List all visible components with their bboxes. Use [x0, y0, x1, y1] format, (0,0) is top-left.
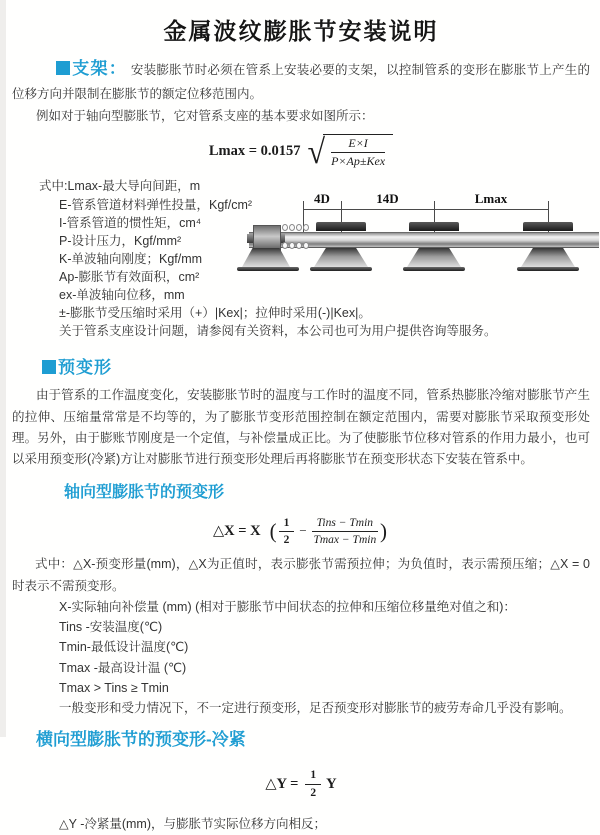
radical-sign: √ [307, 131, 326, 171]
fraction-denominator: 2 [283, 533, 290, 546]
axial-line: 一般变形和受力情况下，不一定进行预变形，足否预变形对膨胀节的疲劳寿命几乎没有影响。 [59, 701, 572, 716]
axial-line: Tmin-最低设计温度(℃) [59, 640, 189, 655]
dim-label-lmax: Lmax [474, 191, 508, 206]
lateral-preform-formula [12, 768, 590, 800]
support-pedestal [521, 248, 575, 267]
fraction-numerator: 1 [305, 768, 321, 784]
definition-line: Ap-膨胀节有效面积，cm² [59, 270, 200, 285]
support-intro-text: 安装膨胀节时必须在管系上安装必要的支架，以控制管系的变形在膨胀节上产生的位移方向并限制在膨胀节的额定位移范围内。 [12, 63, 591, 101]
support-pedestal [407, 248, 461, 267]
support-clamp [409, 222, 459, 231]
temperature-fraction [312, 516, 378, 548]
dimension-line [303, 209, 548, 210]
dim-label-4d: 4D [314, 191, 330, 206]
lmax-formula [12, 131, 590, 171]
definition-line: ex-单波轴向位移，mm [59, 288, 185, 303]
formula-fraction [323, 134, 393, 169]
axial-note-text: 式中：△X-预变形量(mm)，△X为正值时，表示膨张节需预拉伸；为负值时，表示需预压缩；△X = 0时表示不需预变形。 [12, 557, 590, 593]
lateral-preform-heading: 横向型膨胀节的预变形-冷紧 [36, 730, 246, 750]
definition-line: I-管系管道的惯性矩，cm⁴ [59, 215, 202, 230]
preform-heading-label: 预变形 [58, 357, 112, 377]
half-fraction [305, 768, 321, 800]
support-base [237, 267, 299, 271]
support-clamp [523, 222, 573, 231]
fraction-numerator: 1 [279, 516, 295, 532]
axial-line: Tmax -最高设计温 (℃) [59, 660, 187, 675]
document-page [6, 0, 600, 835]
definition-line: E-管系管道材料弹性投量，Kgf/cm² [59, 197, 253, 212]
section-marker-icon [42, 360, 56, 374]
support-pedestal [242, 248, 290, 267]
bellows-coils-top [282, 224, 309, 231]
minus-operator: − [299, 523, 307, 539]
support-pedestal [314, 248, 368, 267]
fraction-denominator: Tmax − Tmin [313, 533, 377, 546]
definition-line: 关于管系支座设计问题，请参阅有关资料，本公司也可为用户提供咨询等服务。 [59, 324, 497, 339]
preform-body-text: 由于管系的工作温度变化，安装膨胀节时的温度与工作时的温度不同，管系热膨胀冷缩对膨胀节产生的拉伸、压缩量常常是不均等的，为了膨胀节变形范围控制在额定范围内，需要对膨胀节采取预变形处理。另外，由于膨账节刚度是一个定值，与补偿量成正比。为了使膨胀节位移对管系的作用力最小，也可以采用预变形(冷紧)方让对膨胀节进行预变形处理后再将膨胀节在预变形状态下安装在管系中。 [12, 388, 590, 467]
definition-line: K-单波轴向刚度；Kgf/mm [59, 251, 203, 266]
axial-line: Tins -安装温度(℃) [59, 620, 163, 635]
formula-lhs: △X = X [212, 523, 261, 540]
axial-preform-formula [12, 516, 590, 548]
half-fraction [279, 516, 295, 548]
axial-preform-heading: 轴向型膨胀节的预变形 [64, 484, 225, 502]
support-clamp [316, 222, 366, 231]
fraction-numerator: Tins − Tmin [312, 516, 378, 532]
pipe-support-diagram [243, 192, 599, 288]
support-base [403, 267, 465, 271]
fraction-denominator: P×Ap±Kex [331, 154, 386, 169]
support-section-intro [12, 55, 590, 105]
close-paren: ) [380, 518, 388, 543]
dim-label-14d: 14D [376, 191, 399, 206]
support-section-heading: 支架： [72, 59, 128, 78]
formula-lhs: Lmax = 0.0157 [208, 143, 301, 160]
definition-line: ±-膨胀节受压缩时采用（+）|Kex|；拉伸时采用(-)|Kex|。 [59, 306, 371, 321]
axial-line: Tmax > Tins ≥ Tmin [59, 680, 169, 695]
axial-line: X-实际轴向补偿量 (mm) (相对于膨胀节中间状态的拉伸和压缩位移量绝对值之和)： [59, 599, 516, 614]
fraction-denominator: 2 [310, 786, 317, 799]
support-example-text: 例如对于轴向型膨胀节，它对管系支座的基本要求如图所示： [36, 109, 374, 124]
formula-lhs: △Y = [265, 776, 299, 793]
support-base [517, 267, 579, 271]
definition-line: 式中:Lmax-最大导向间距，m [39, 179, 201, 194]
formula-rhs: Y [326, 775, 337, 792]
open-paren: ( [269, 518, 277, 543]
bellows-coils-bottom [282, 242, 309, 249]
definition-line: P-设计压力，Kgf/mm² [59, 233, 182, 248]
section-marker-icon [56, 61, 70, 75]
preform-section-heading [42, 354, 590, 383]
fraction-numerator: E×I [331, 136, 385, 153]
lateral-note-text: △Y -冷紧量(mm)，与膨胀节实际位移方向相反； [59, 816, 327, 831]
page-title: 金属波纹膨胀节安装说明 [163, 18, 439, 44]
support-base [310, 267, 372, 271]
